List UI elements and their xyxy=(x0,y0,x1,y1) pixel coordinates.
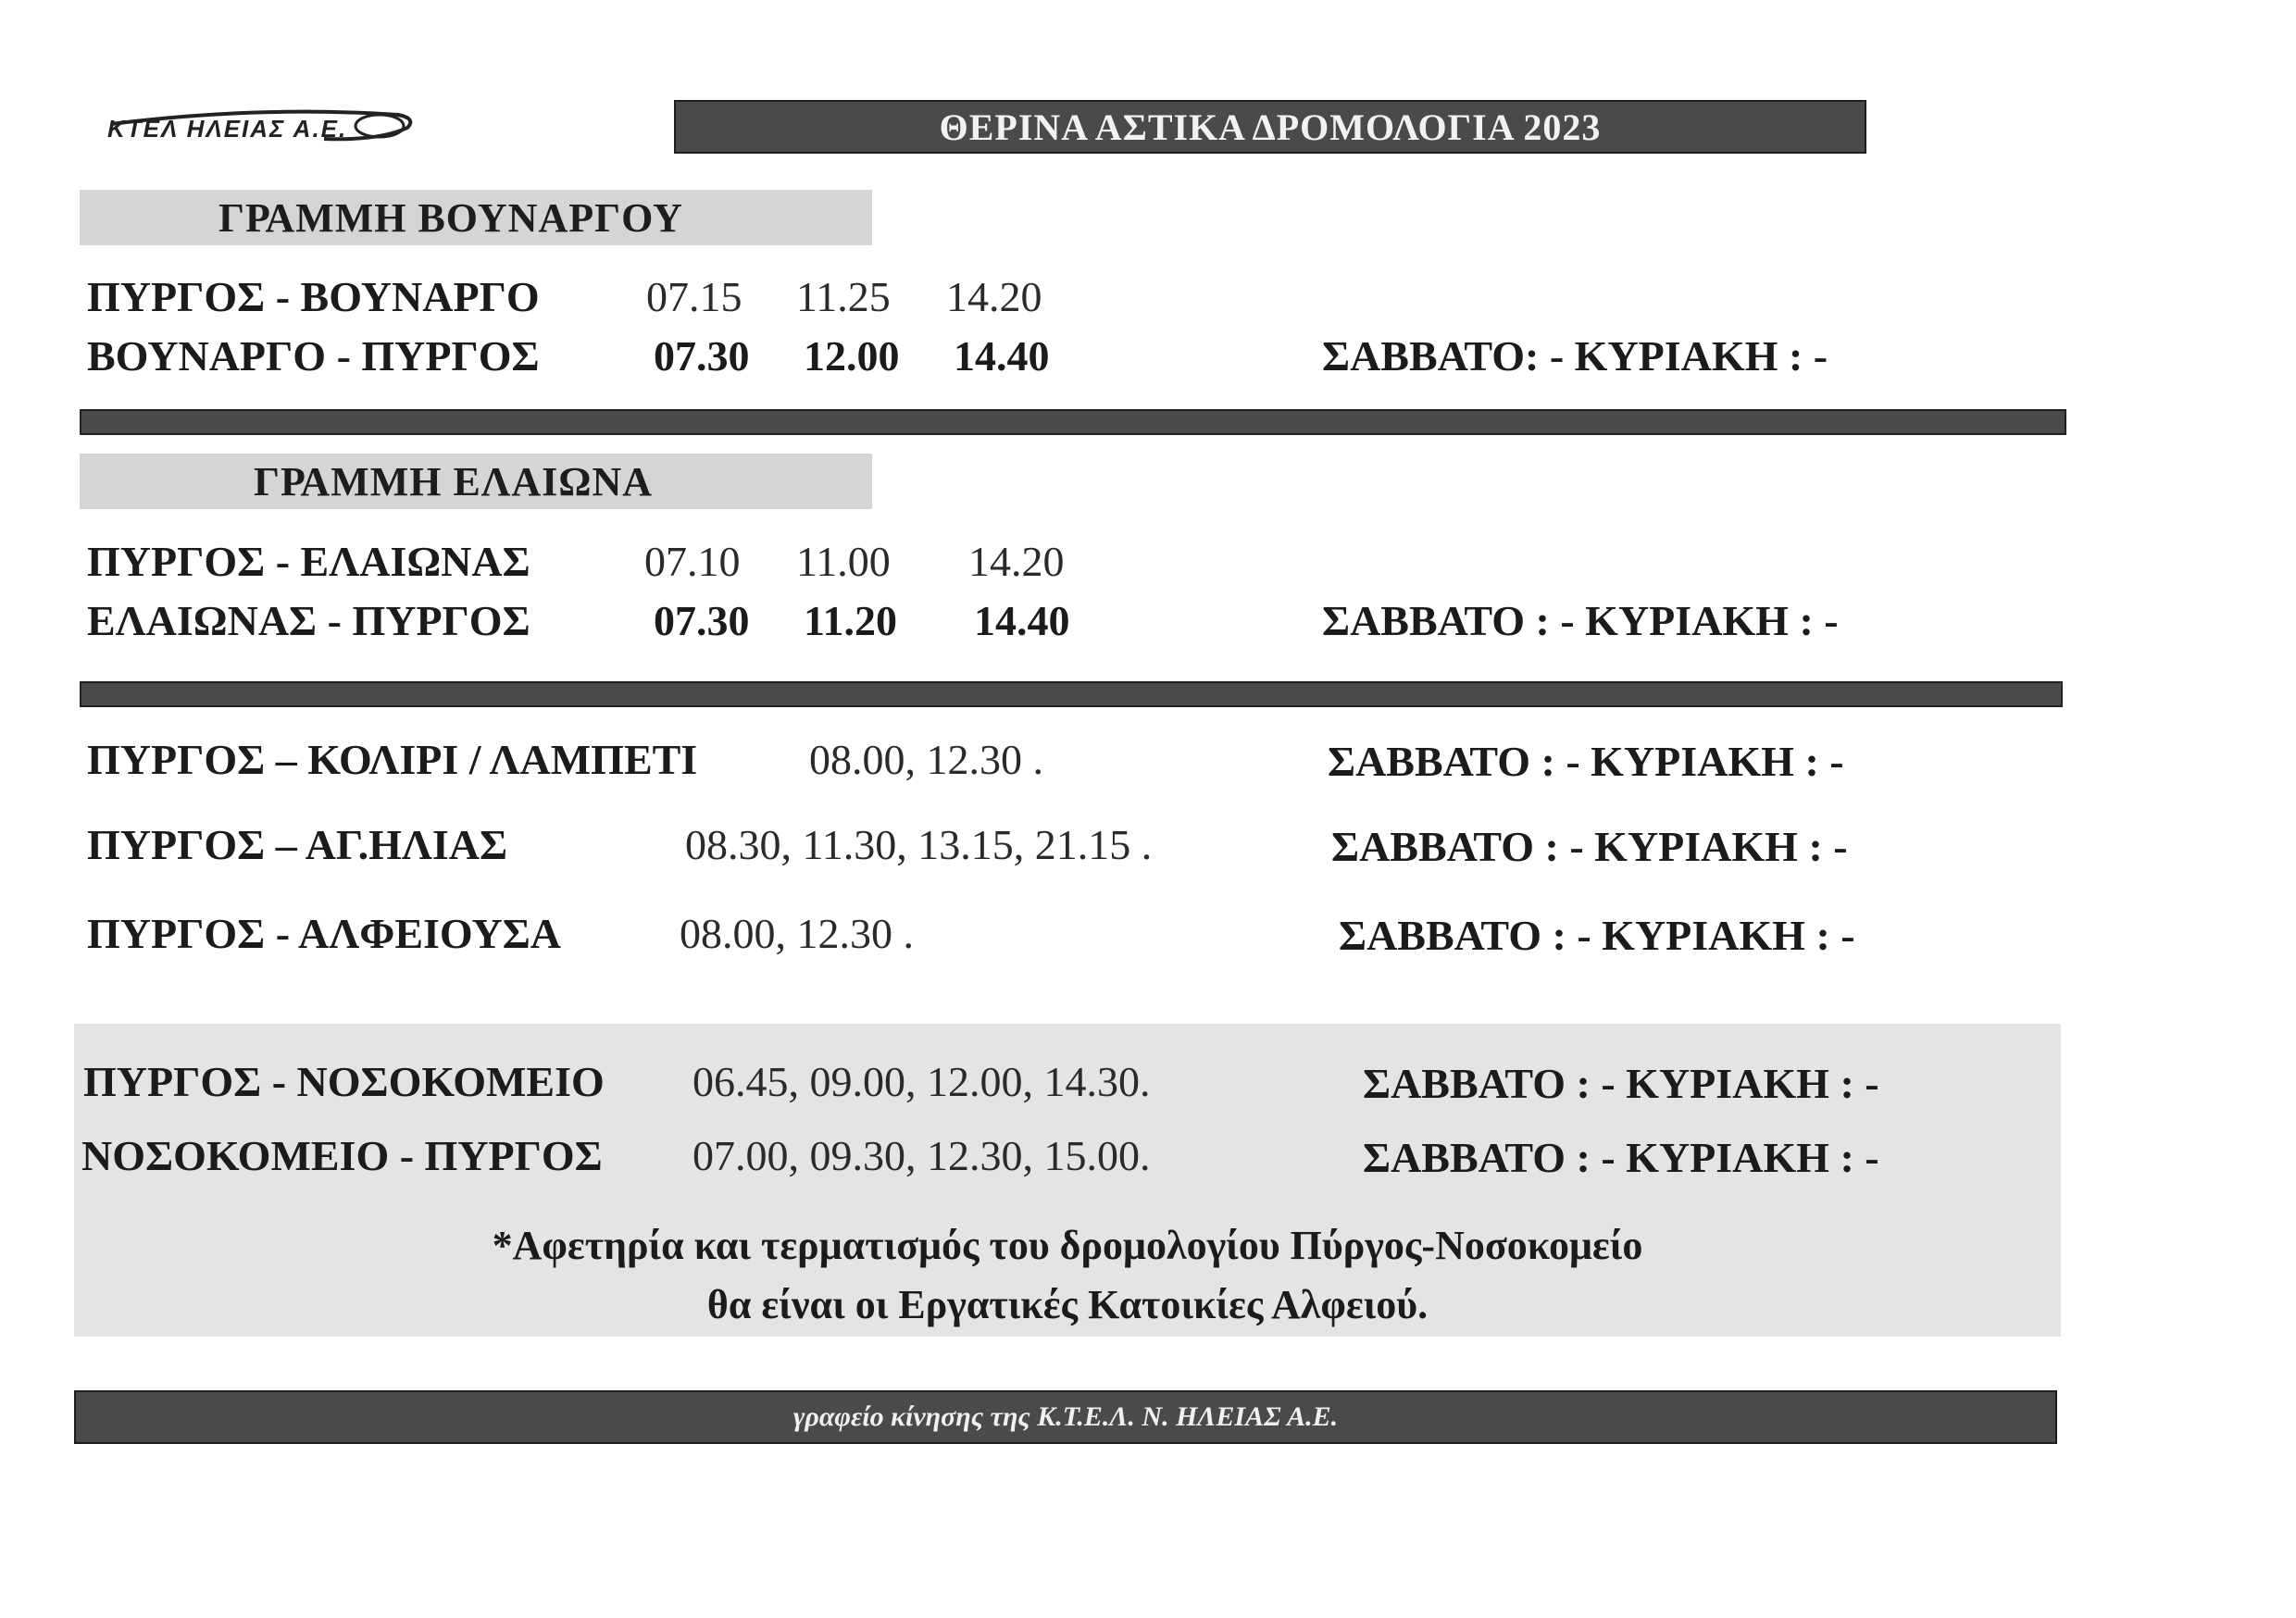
hospital-note-line-1: *Αφετηρία και τερματισμός του δρομολογίου Πύργος-Νοσοκομείο xyxy=(492,1223,1643,1268)
departure-time: 07.30 xyxy=(654,597,750,644)
departure-time: 07.30 xyxy=(654,332,750,380)
departure-time: 14.40 xyxy=(954,332,1050,380)
weekend-schedule: ΣΑΒΒΑΤΟ : - ΚΥΡΙΑΚΗ : - xyxy=(1363,1134,1879,1181)
departure-time: 11.25 xyxy=(796,273,891,320)
route-name: ΠΥΡΓΟΣ - ΕΛΑΙΩΝΑΣ xyxy=(87,538,530,585)
footer-text: γραφείο κίνησης της Κ.Τ.Ε.Λ. Ν. ΗΛΕΙΑΣ Α.Ε. xyxy=(792,1401,1339,1432)
departure-time: 07.15 xyxy=(646,273,742,320)
departure-times: 08.30, 11.30, 13.15, 21.15 . xyxy=(685,821,1153,868)
section-heading-text: ΓΡΑΜΜΗ ΒΟΥΝΑΡΓΟΥ xyxy=(218,194,683,241)
departure-time: 14.40 xyxy=(974,597,1070,644)
departure-time: 11.00 xyxy=(796,538,891,585)
section-heading-vounargo xyxy=(80,190,872,245)
route-name: ΠΥΡΓΟΣ - ΝΟΣΟΚΟΜΕΙΟ xyxy=(83,1058,605,1105)
route-name: ΠΥΡΓΟΣ - ΒΟΥΝΑΡΓΟ xyxy=(87,273,540,320)
route-name: ΠΥΡΓΟΣ – ΑΓ.ΗΛΙΑΣ xyxy=(87,821,508,868)
route-name: ΠΥΡΓΟΣ - ΑΛΦΕΙΟΥΣΑ xyxy=(87,910,562,957)
section-heading-elaiona xyxy=(80,454,872,509)
departure-time: 12.00 xyxy=(804,332,900,380)
weekend-schedule: ΣΑΒΒΑΤΟ: - ΚΥΡΙΑΚΗ : - xyxy=(1322,332,1828,380)
title-bar xyxy=(674,100,1866,154)
route-name: ΒΟΥΝΑΡΓΟ - ΠΥΡΓΟΣ xyxy=(87,332,540,380)
route-name: ΠΥΡΓΟΣ – ΚΟΛΙΡΙ / ΛΑΜΠΕΤΙ xyxy=(87,736,698,783)
page-title: ΘΕΡΙΝΑ ΑΣΤΙΚΑ ΔΡΟΜΟΛΟΓΙΑ 2023 xyxy=(939,106,1602,148)
departure-times: 07.00, 09.30, 12.30, 15.00. xyxy=(693,1132,1151,1179)
logo-text: ΚΤΕΛ ΗΛΕΙΑΣ Α.Ε. xyxy=(107,115,348,143)
departure-time: 14.20 xyxy=(946,273,1042,320)
weekend-schedule: ΣΑΒΒΑΤΟ : - ΚΥΡΙΑΚΗ : - xyxy=(1331,823,1848,870)
section-heading-text: ΓΡΑΜΜΗ ΕΛΑΙΩΝΑ xyxy=(254,458,654,504)
departure-time: 11.20 xyxy=(804,597,897,644)
departure-times: 08.00, 12.30 . xyxy=(680,910,914,957)
departure-times: 06.45, 09.00, 12.00, 14.30. xyxy=(693,1058,1151,1105)
weekend-schedule: ΣΑΒΒΑΤΟ : - ΚΥΡΙΑΚΗ : - xyxy=(1339,912,1855,959)
departure-times: 08.00, 12.30 . xyxy=(809,736,1043,783)
section-divider xyxy=(80,681,2063,707)
departure-time: 07.10 xyxy=(644,538,741,585)
weekend-schedule: ΣΑΒΒΑΤΟ : - ΚΥΡΙΑΚΗ : - xyxy=(1363,1060,1879,1107)
weekend-schedule: ΣΑΒΒΑΤΟ : - ΚΥΡΙΑΚΗ : - xyxy=(1322,597,1839,644)
company-logo xyxy=(102,104,417,146)
weekend-schedule: ΣΑΒΒΑΤΟ : - ΚΥΡΙΑΚΗ : - xyxy=(1328,738,1844,785)
route-name: ΝΟΣΟΚΟΜΕΙΟ - ΠΥΡΓΟΣ xyxy=(81,1132,603,1179)
section-divider xyxy=(80,409,2066,435)
hospital-note-line-2: θα είναι οι Εργατικές Κατοικίες Αλφειού. xyxy=(706,1282,1429,1327)
footer-bar xyxy=(74,1390,2057,1444)
route-name: ΕΛΑΙΩΝΑΣ - ΠΥΡΓΟΣ xyxy=(87,597,530,644)
departure-time: 14.20 xyxy=(968,538,1065,585)
